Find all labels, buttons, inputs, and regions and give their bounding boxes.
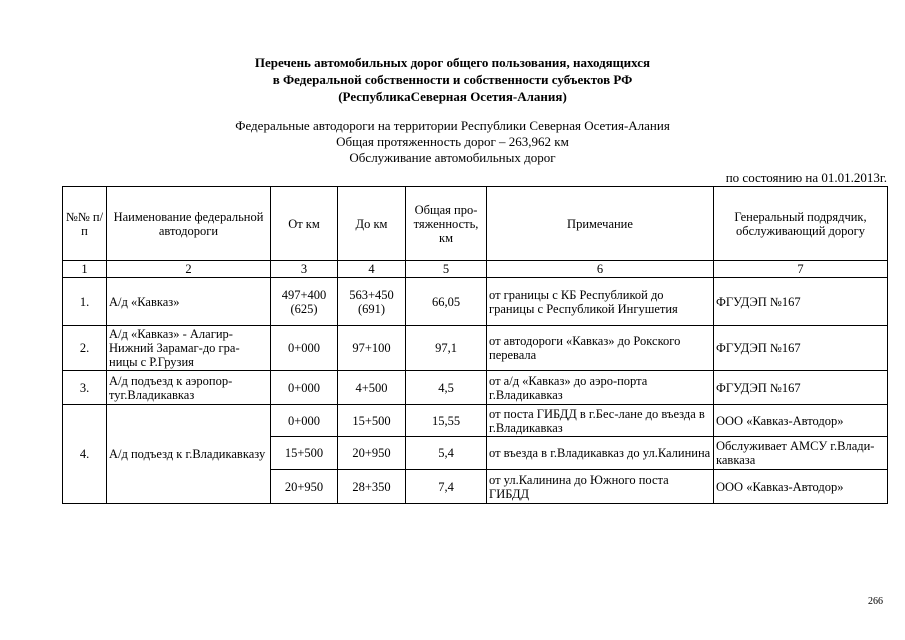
table-row: [63, 405, 888, 437]
header-contractor: Генеральный подрядчик, обслуживающий дорогу: [714, 187, 888, 261]
note-cell: от границы с КБ Республикой до границы с Республикой Ингушетия: [487, 278, 714, 326]
column-number-row: [63, 261, 888, 278]
row-number-cell: 1.: [63, 278, 107, 326]
row-number-cell: 2.: [63, 326, 107, 371]
row-number-cell: 3.: [63, 371, 107, 405]
subtitle-line-2: Общая протяженность дорог – 263,962 км: [336, 134, 569, 149]
column-number: 6: [487, 261, 714, 278]
table-row: [63, 278, 888, 326]
from-km-cell: 0+000: [271, 371, 338, 405]
contractor-cell: ФГУДЭП №167: [714, 371, 888, 405]
contractor-cell: ФГУДЭП №167: [714, 278, 888, 326]
document-title-line-2: в Федеральной собственности и собственности субъектов РФ: [272, 72, 633, 87]
road-name-cell: А/д подъезд к г.Владикавказу: [107, 405, 271, 504]
note-cell: от въезда в г.Владикавказ до ул.Калинина: [487, 437, 714, 470]
column-number: 2: [107, 261, 271, 278]
document-title-line-3: (РеспубликаСеверная Осетия-Алания): [338, 89, 567, 104]
header-from: От км: [271, 187, 338, 261]
from-km-cell: 0+000: [271, 405, 338, 437]
page-number: 266: [868, 596, 883, 607]
note-cell: от автодороги «Кавказ» до Рокского перевала: [487, 326, 714, 371]
row-number-cell: 4.: [63, 405, 107, 504]
length-cell: 66,05: [406, 278, 487, 326]
length-cell: 97,1: [406, 326, 487, 371]
table-row: [63, 326, 888, 371]
to-km-cell: 563+450 (691): [338, 278, 406, 326]
document-title-line-1: Перечень автомобильных дорог общего пользования, находящихся: [254, 55, 651, 70]
contractor-cell: Обслуживает АМСУ г.Влади-кавказа: [714, 437, 888, 470]
table-header-row: [63, 187, 888, 261]
to-km-cell: 15+500: [338, 405, 406, 437]
road-name-cell: А/д «Кавказ»: [107, 278, 271, 326]
column-number: 5: [406, 261, 487, 278]
header-note: Примечание: [487, 187, 714, 261]
length-cell: 15,55: [406, 405, 487, 437]
header-name: Наименование федеральной автодороги: [107, 187, 271, 261]
from-km-cell: 497+400 (625): [271, 278, 338, 326]
from-km-cell: 20+950: [271, 470, 338, 504]
road-name-cell: А/д «Кавказ» - Алагир-Нижний Зарамаг-до гра-ницы с Р.Грузия: [107, 326, 271, 371]
note-cell: от а/д «Кавказ» до аэро-порта г.Владикавказ: [487, 371, 714, 405]
from-km-cell: 15+500: [271, 437, 338, 470]
to-km-cell: 4+500: [338, 371, 406, 405]
note-cell: от поста ГИБДД в г.Бес-лане до въезда в г.Владикавказ: [487, 405, 714, 437]
header-num: №№ п/п: [63, 187, 107, 261]
length-cell: 7,4: [406, 470, 487, 504]
length-cell: 5,4: [406, 437, 487, 470]
subtitle-line-1: Федеральные автодороги на территории Республики Северная Осетия-Алания: [235, 118, 670, 133]
column-number: 4: [338, 261, 406, 278]
table-row: [63, 371, 888, 405]
to-km-cell: 20+950: [338, 437, 406, 470]
roads-table: [62, 186, 888, 504]
to-km-cell: 97+100: [338, 326, 406, 371]
contractor-cell: ФГУДЭП №167: [714, 326, 888, 371]
as-of-date: по состоянию на 01.01.2013г.: [725, 170, 887, 185]
column-number: 7: [714, 261, 888, 278]
column-number: 3: [271, 261, 338, 278]
column-number: 1: [63, 261, 107, 278]
contractor-cell: ООО «Кавказ-Автодор»: [714, 470, 888, 504]
to-km-cell: 28+350: [338, 470, 406, 504]
header-to: До км: [338, 187, 406, 261]
contractor-cell: ООО «Кавказ-Автодор»: [714, 405, 888, 437]
length-cell: 4,5: [406, 371, 487, 405]
header-length: Общая про-тяженность, км: [406, 187, 487, 261]
subtitle-line-3: Обслуживание автомобильных дорог: [349, 150, 556, 165]
note-cell: от ул.Калинина до Южного поста ГИБДД: [487, 470, 714, 504]
road-name-cell: А/д подъезд к аэропор-туг.Владикавказ: [107, 371, 271, 405]
from-km-cell: 0+000: [271, 326, 338, 371]
